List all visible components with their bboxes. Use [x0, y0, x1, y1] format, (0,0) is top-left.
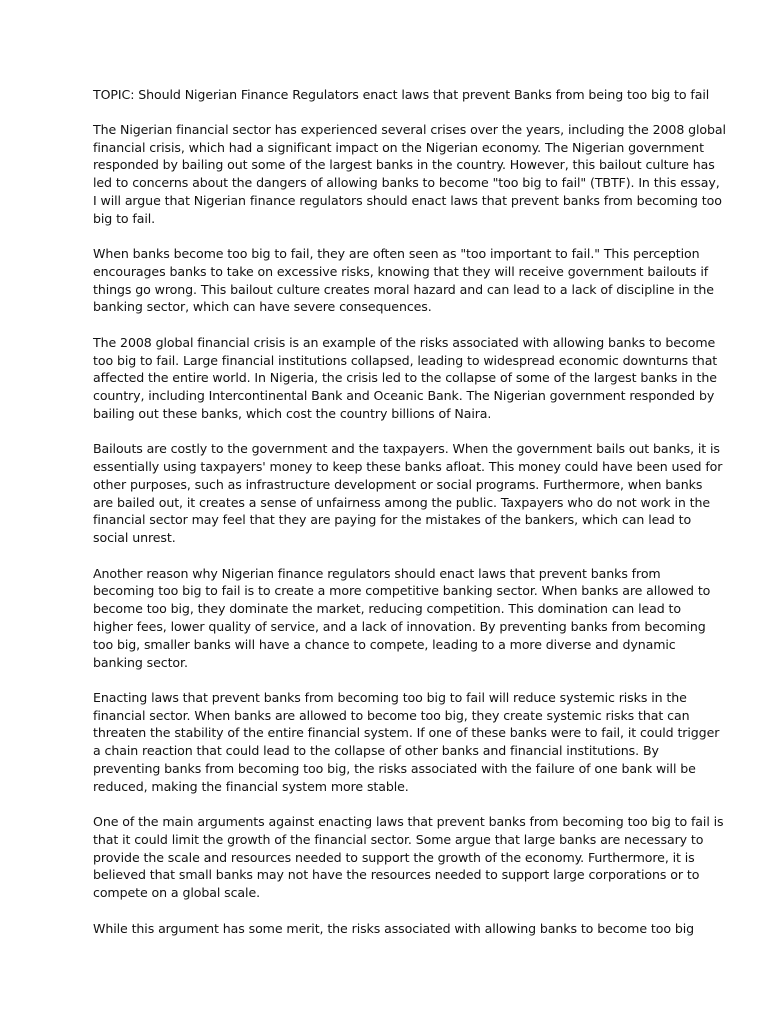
paragraph: [93, 565, 711, 672]
paragraph-line: become too big, they dominate the market, reducing competition. This domination can lead to: [93, 601, 681, 617]
paragraph-line: social unrest.: [93, 530, 176, 546]
paragraph-line: a chain reaction that could lead to the collapse of other banks and financial institutions. By: [93, 743, 659, 759]
paragraph-line: banking sector.: [93, 654, 188, 670]
paragraph-line: banking sector, which can have severe consequences.: [93, 299, 432, 315]
paragraph-line: responded by bailing out some of the largest banks in the country. However, this bailout culture has: [93, 157, 715, 173]
paragraph-line: reduced, making the financial system more stable.: [93, 778, 409, 794]
paragraph-line: When banks become too big to fail, they are often seen as "too important to fail." This perception: [93, 246, 700, 262]
paragraph: [93, 920, 695, 938]
paragraph: [93, 245, 714, 316]
paragraph-line: bailing out these banks, which cost the country billions of Naira.: [93, 405, 492, 421]
document-page: [93, 86, 726, 955]
paragraph: [93, 440, 723, 547]
paragraph: [93, 689, 720, 796]
paragraph-line: affected the entire world. In Nigeria, the crisis led to the collapse of some of the largest banks in the: [93, 370, 717, 386]
paragraph-line: big to fail.: [93, 210, 156, 226]
essay-topic: TOPIC: Should Nigerian Finance Regulators enact laws that prevent Banks from being too big to fail: [93, 87, 710, 102]
paragraph-line: I will argue that Nigerian finance regulators should enact laws that prevent banks from becoming too: [93, 192, 722, 208]
paragraph: [93, 813, 724, 902]
paragraph-line: that it could limit the growth of the financial sector. Some argue that large banks are necessary to: [93, 831, 704, 847]
paragraph-line: The Nigerian financial sector has experienced several crises over the years, including the 2008 global: [93, 121, 726, 137]
paragraph-line: preventing banks from becoming too big, the risks associated with the failure of one bank will be: [93, 761, 696, 776]
paragraph: [93, 121, 726, 228]
paragraph-line: are bailed out, it creates a sense of unfairness among the public. Taxpayers who do not work in the: [93, 494, 711, 510]
paragraph-line: financial sector may feel that they are paying for the mistakes of the bankers, which can lead to: [93, 512, 692, 528]
paragraph-line: Another reason why Nigerian finance regulators should enact laws that prevent banks from: [93, 565, 661, 581]
paragraph-line: financial sector. When banks are allowed to become too big, they create systemic risks that can: [93, 707, 690, 723]
paragraph-line: other purposes, such as infrastructure development or social programs. Furthermore, when banks: [93, 476, 703, 492]
paragraph-line: Enacting laws that prevent banks from becoming too big to fail will reduce systemic risks in the: [93, 689, 687, 705]
paragraph-line: too big, smaller banks will have a chance to compete, leading to a more diverse and dynamic: [93, 636, 676, 652]
paragraph-line: believed that small banks may not have the resources needed to support large corporations or to: [93, 867, 700, 883]
paragraph-line: higher fees, lower quality of service, and a lack of innovation. By preventing banks from becoming: [93, 618, 706, 634]
paragraph-line: provide the scale and resources needed to support the growth of the economy. Furthermore, it is: [93, 849, 695, 865]
paragraph-line: compete on a global scale.: [93, 885, 261, 901]
paragraph-line: things go wrong. This bailout culture creates moral hazard and can lead to a lack of discipline in the: [93, 281, 714, 297]
paragraph-line: too big to fail. Large financial institutions collapsed, leading to widespread economic downturns that: [93, 352, 718, 368]
paragraph: [93, 334, 718, 423]
paragraph-line: threaten the stability of the entire financial system. If one of these banks were to fail, it could trigger: [93, 725, 720, 741]
paragraph-line: Bailouts are costly to the government and the taxpayers. When the government bails out banks, it is: [93, 441, 720, 457]
paragraph-line: country, including Intercontinental Bank and Oceanic Bank. The Nigerian government responded by: [93, 388, 715, 404]
paragraph-line: essentially using taxpayers' money to keep these banks afloat. This money could have been used for: [93, 459, 723, 475]
paragraph-line: led to concerns about the dangers of allowing banks to become "too big to fail" (TBTF). In this essay,: [93, 175, 720, 191]
paragraph-line: becoming too big to fail is to create a more competitive banking sector. When banks are allowed to: [93, 583, 711, 599]
paragraph-line: The 2008 global financial crisis is an example of the risks associated with allowing banks to become: [93, 334, 716, 350]
paragraph-line: While this argument has some merit, the risks associated with allowing banks to become too big: [93, 920, 695, 936]
paragraph-line: One of the main arguments against enacting laws that prevent banks from becoming too big to fail is: [93, 814, 724, 830]
paragraph-line: encourages banks to take on excessive risks, knowing that they will receive government bailouts if: [93, 263, 709, 279]
paragraph-line: financial crisis, which had a significant impact on the Nigerian economy. The Nigerian government: [93, 139, 704, 155]
